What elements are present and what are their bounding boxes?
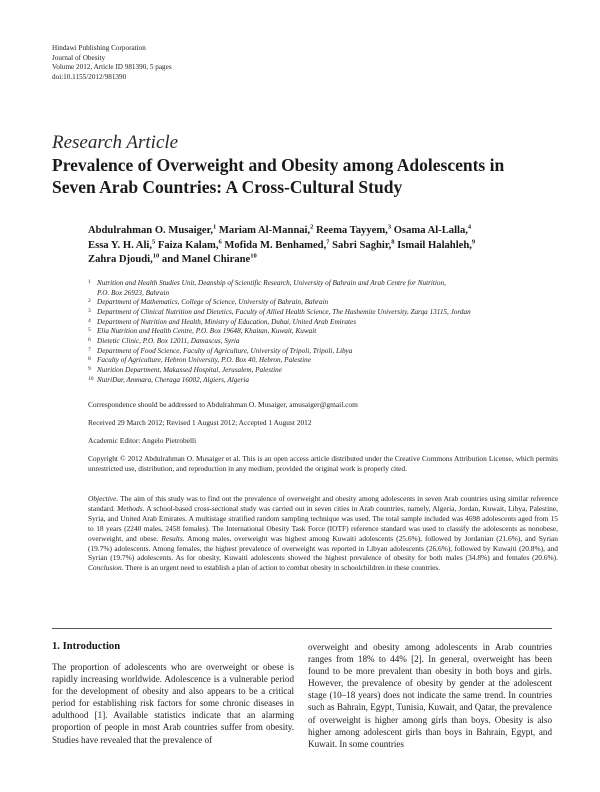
author-affiliation-ref: 7 [326,237,330,245]
affiliation [88,327,558,337]
journal-name: Journal of Obesity [52,53,106,62]
author-name: Faiza Kalam, [157,239,219,251]
author-affiliation-ref: 5 [151,237,156,245]
affiliation [88,366,558,376]
abstract-methods-label: Methods. [117,503,145,513]
author-affiliation-ref: 4 [467,223,472,231]
affiliation-list [88,279,558,385]
author-affiliation-ref: 3 [387,223,392,231]
article-type: Research Article [52,132,179,153]
correspondence-note: Correspondence should be addressed to Abdulrahman O. Musaiger, amusaiger@gmail.com [88,400,358,409]
author-name: Osama Al-Lalla, [393,225,468,236]
author-name: Reema Tayyem, [316,225,388,236]
affiliation [88,356,558,366]
author-affiliation-ref: 10 [250,252,257,260]
author [219,225,313,236]
affiliation-text: Department of Clinical Nutrition and Dietetics, Faculty of Allied Health Science, The Hashemite University, Zarqa 13115, Jordan [97,307,471,316]
section-divider [52,628,552,629]
title-line-1: Prevalence of Overweight and Obesity among Adolescents in [52,155,505,175]
body-column-left: The proportion of adolescents who are overweight or obese is rapidly increasing worldwide. Adolescence is a vulnerable period for the development of obesity and also appears to be a critical period for establishing risk factors for some chronic diseases in adulthood [1]. Available statistics indicate that an alarming proportion of people in most Arab countries suffer from obesity. Studies have revealed that the prevalence of [52,662,294,745]
author [88,225,216,236]
affiliation-text: NutriDar, Ammara, Cheraga 16002, Algiers, Algeria [97,375,249,384]
abstract-conclusion: There is an urgent need to establish a plan of action to combat obesity in schoolchildren in these countries. [125,563,441,573]
author [316,225,391,236]
affiliation-text: Nutrition and Health Studies Unit, Deanship of Scientific Research, University of Bahrain and Arab Centre for Nutrition, [97,279,446,287]
affiliation [88,337,558,347]
author-affiliation-ref: 6 [218,237,222,245]
affiliation-number: 2 [88,298,91,305]
doi-line: doi:10.1155/2012/981390 [52,72,127,81]
author-affiliation-ref: 1 [213,223,217,231]
title-line-2: Seven Arab Countries: A Cross-Cultural Study [52,176,403,197]
author-name: Ismail Halahleh, [397,239,472,251]
abstract-objective-label: Objective. [88,494,119,503]
affiliation [88,376,558,386]
abstract-results: Among males, overweight was highest among Kuwaiti adolescents (25.6%), followed by Jordanian (21.6%), and Syrian (19.7%) adolescents. Among females, the highest prevalence of overweight was reported in Libyan adolescents (26.6%), followed by Kuwaiti (20.8%), and Syrian (19.7%) adolescents. As for obesity, Kuwaiti adolescents showed the highest prevalence of obesity for both males (34.8%) and females (20.6%). [88,533,558,563]
author [162,254,257,265]
body-column-right: overweight and obesity among adolescents in Arab countries ranges from 18% to 44% [2]. In general, overweight has been found to be more prevalent than obesity in both boys and girls. However, the prevalence of obesity by gender at the adolescent stage (10–18 years) does not indicate the same trend. In countries such as Bahrain, Egypt, Tunisia, Kuwait, and Qatar, the prevalence of overweight is higher among girls than boys. Obesity is also higher among adolescent girls than boys in Bahrain, Egypt, and Kuwait. In some countries [308,642,552,749]
abstract-methods: A school-based cross-sectional study was carried out in seven cities in Arab countries, namely, Algeria, Jordan, Kuwait, Libya, Palestine, Syria, and United Arab Emirates. A multistage stratified random sampling technique was used. The total sample included was 4698 adolescents aged from 15 to 18 years (2240 males, 2458 females). The International Obesity Task Force (IOTF) reference standard was used to classify the adolescents as nonobese, overweight, and obese. [88,503,558,543]
author-name: and Manel Chirane [161,254,251,265]
affiliation-number: 5 [88,327,91,334]
affiliation-number: 10 [88,375,94,382]
author [332,237,395,251]
author-name: Sabri Saghir, [332,239,392,251]
abstract-conclusion-label: Conclusion. [88,563,124,573]
section-heading: 1. Introduction [52,641,121,652]
affiliation-text: Faculty of Agriculture, Hebron University, P.O. Box 40, Hebron, Palestine [97,356,311,365]
affiliation-number: 3 [88,307,91,314]
affiliation-number: 8 [88,356,91,363]
author [157,237,222,251]
volume-line: Volume 2012, Article ID 981390, 5 pages [52,63,172,72]
author-name: Mofida M. Benhamed, [224,239,327,251]
author-affiliation-ref: 10 [152,252,160,260]
affiliation-text: Department of Mathematics, College of Science, University of Bahrain, Bahrain [97,298,329,307]
affiliation-text: Elia Nutrition and Health Centre, P.O. Box 19648, Khaitan, Kuwait, Kuwait [97,327,317,336]
article-dates: Received 29 March 2012; Revised 1 August 2012; Accepted 1 August 2012 [88,418,312,427]
author-affiliation-ref: 2 [310,223,314,231]
author [397,237,476,251]
affiliation-number: 4 [88,317,91,324]
affiliation-text: Department of Food Science, Faculty of Agriculture, University of Tripoli, Tripoli, Libya [97,346,353,355]
author-affiliation-ref: 8 [391,237,395,245]
author-name: Abdulrahman O. Musaiger, [88,225,213,236]
affiliation-number: 9 [88,365,91,372]
author-affiliation-ref: 9 [471,237,476,245]
author-name: Mariam Al-Mannai, [218,225,311,236]
copyright-notice: Copyright © 2012 Abdulrahman O. Musaiger et al. This is an open access article distributed under the Creative Commons Attribution License, which permits unrestricted use, distribution, and reproduction in any medium, provided the original work is properly cited. [88,454,558,473]
affiliation [88,279,558,298]
affiliation [88,318,558,328]
author-name: Zahra Djoudi, [88,254,153,265]
affiliation-number: 1 [88,279,91,285]
abstract [88,494,558,573]
author [88,254,159,265]
affiliation-number: 6 [88,336,91,343]
affiliation [88,298,558,308]
affiliation-text: Nutrition Department, Makassed Hospital, Jerusalem, Palestine [97,365,282,374]
author-name: Essa Y. H. Ali, [88,239,152,251]
affiliation [88,308,558,318]
affiliation-number: 7 [88,346,91,353]
author [394,225,471,236]
academic-editor: Academic Editor: Angelo Pietrobelli [88,436,197,445]
paper-title [52,155,552,198]
affiliation-text: Department of Nutrition and Health, Ministry of Education, Dubai, United Arab Emirates [97,317,357,326]
abstract-results-label: Results. [161,533,185,543]
author [88,237,156,251]
author [224,237,330,251]
publisher-line: Hindawi Publishing Corporation [52,44,146,52]
affiliation-text: Dietetic Clinic, P.O. Box 12011, Damascus, Syria [97,336,240,345]
author-list [88,224,558,268]
journal-header [52,44,172,82]
abstract-objective: The aim of this study was to find out the prevalence of overweight and obesity among adolescents in seven Arab countries using similar reference standard. [88,494,559,513]
affiliation-text-continued: P.O. Box 26923, Bahrain [97,288,170,297]
affiliation [88,347,558,357]
